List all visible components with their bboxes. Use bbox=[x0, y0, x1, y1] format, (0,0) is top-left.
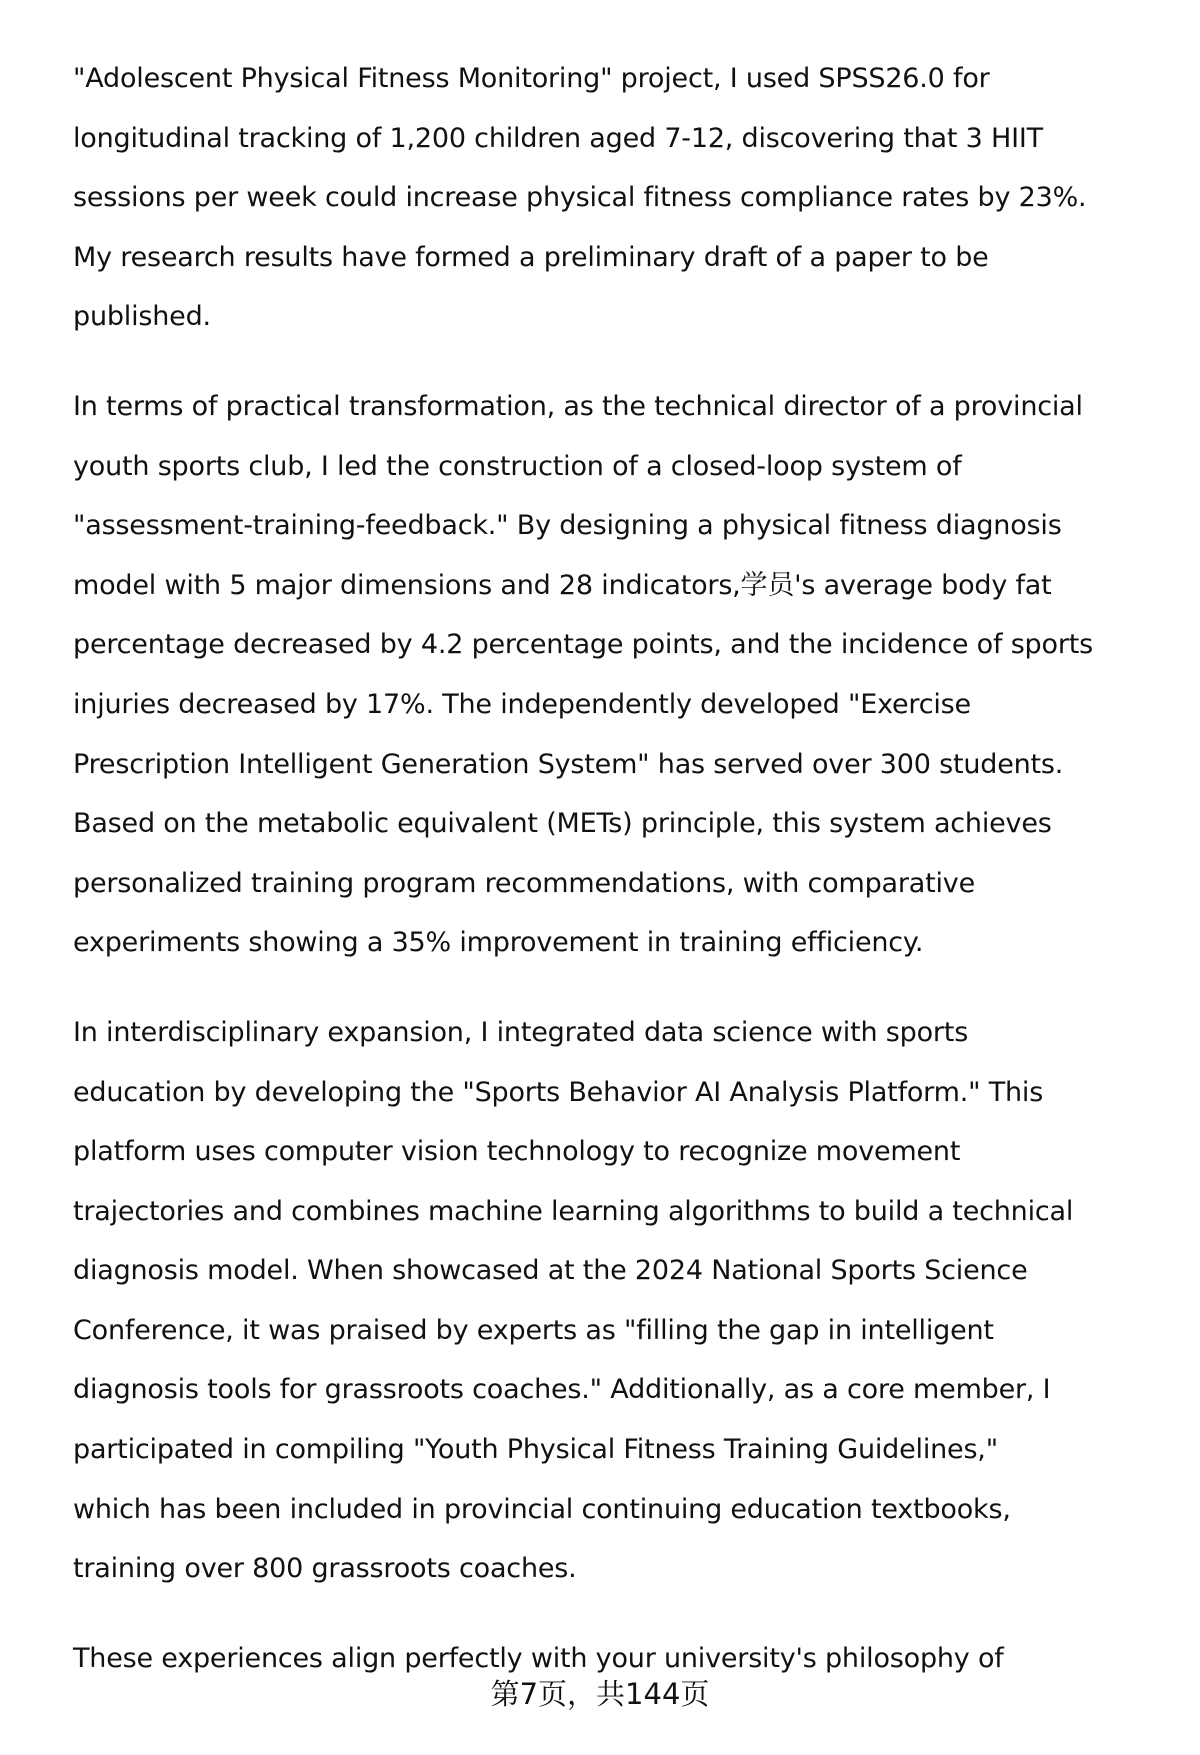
text-line: model with 5 major dimensions and 28 indicators,学员's average body fat bbox=[73, 569, 1052, 601]
text-line: My research results have formed a preliminary draft of a paper to be bbox=[73, 241, 989, 273]
text-line: "assessment-training-feedback." By designing a physical fitness diagnosis bbox=[73, 510, 1062, 542]
text-line: participated in compiling "Youth Physical Fitness Training Guidelines," bbox=[73, 1434, 998, 1466]
paragraph bbox=[73, 377, 1183, 973]
text-line: Based on the metabolic equivalent (METs) principle, this system achieves bbox=[73, 808, 1052, 840]
text-line: personalized training program recommendations, with comparative bbox=[73, 867, 975, 899]
text-line: injuries decreased by 17%. The independently developed "Exercise bbox=[73, 688, 971, 720]
text-line: experiments showing a 35% improvement in training efficiency. bbox=[73, 927, 924, 959]
text-line: diagnosis model. When showcased at the 2024 National Sports Science bbox=[73, 1255, 1028, 1287]
text-line: Conference, it was praised by experts as "filling the gap in intelligent bbox=[73, 1314, 994, 1346]
document-body bbox=[73, 49, 1183, 1718]
text-line: youth sports club, I led the construction of a closed-loop system of bbox=[73, 450, 962, 482]
text-line: which has been included in provincial continuing education textbooks, bbox=[73, 1493, 1011, 1525]
text-line: These experiences align perfectly with your university's philosophy of bbox=[73, 1642, 1004, 1674]
text-line: In interdisciplinary expansion, I integrated data science with sports bbox=[73, 1016, 969, 1048]
text-line: training over 800 grassroots coaches. bbox=[73, 1553, 577, 1585]
text-line: trajectories and combines machine learning algorithms to build a technical bbox=[73, 1195, 1074, 1227]
text-line: "Adolescent Physical Fitness Monitoring" project, I used SPSS26.0 for bbox=[73, 63, 990, 94]
text-line: Prescription Intelligent Generation System" has served over 300 students. bbox=[73, 748, 1064, 780]
page-number-footer: 第7页，共144页 bbox=[490, 1677, 710, 1711]
text-line: platform uses computer vision technology to recognize movement bbox=[73, 1136, 961, 1168]
text-line: diagnosis tools for grassroots coaches." Additionally, as a core member, I bbox=[73, 1374, 1051, 1406]
text-line: In terms of practical transformation, as the technical director of a provincial bbox=[73, 390, 1083, 422]
paragraph bbox=[73, 49, 1183, 347]
text-line: published. bbox=[73, 301, 211, 333]
text-line: education by developing the "Sports Behavior AI Analysis Platform." This bbox=[73, 1076, 1044, 1108]
text-line: percentage decreased by 4.2 percentage points, and the incidence of sports bbox=[73, 629, 1093, 661]
text-line: longitudinal tracking of 1,200 children aged 7-12, discovering that 3 HIIT bbox=[73, 122, 1043, 154]
text-line: sessions per week could increase physical fitness compliance rates by 23%. bbox=[73, 182, 1087, 214]
paragraph bbox=[73, 1003, 1183, 1599]
